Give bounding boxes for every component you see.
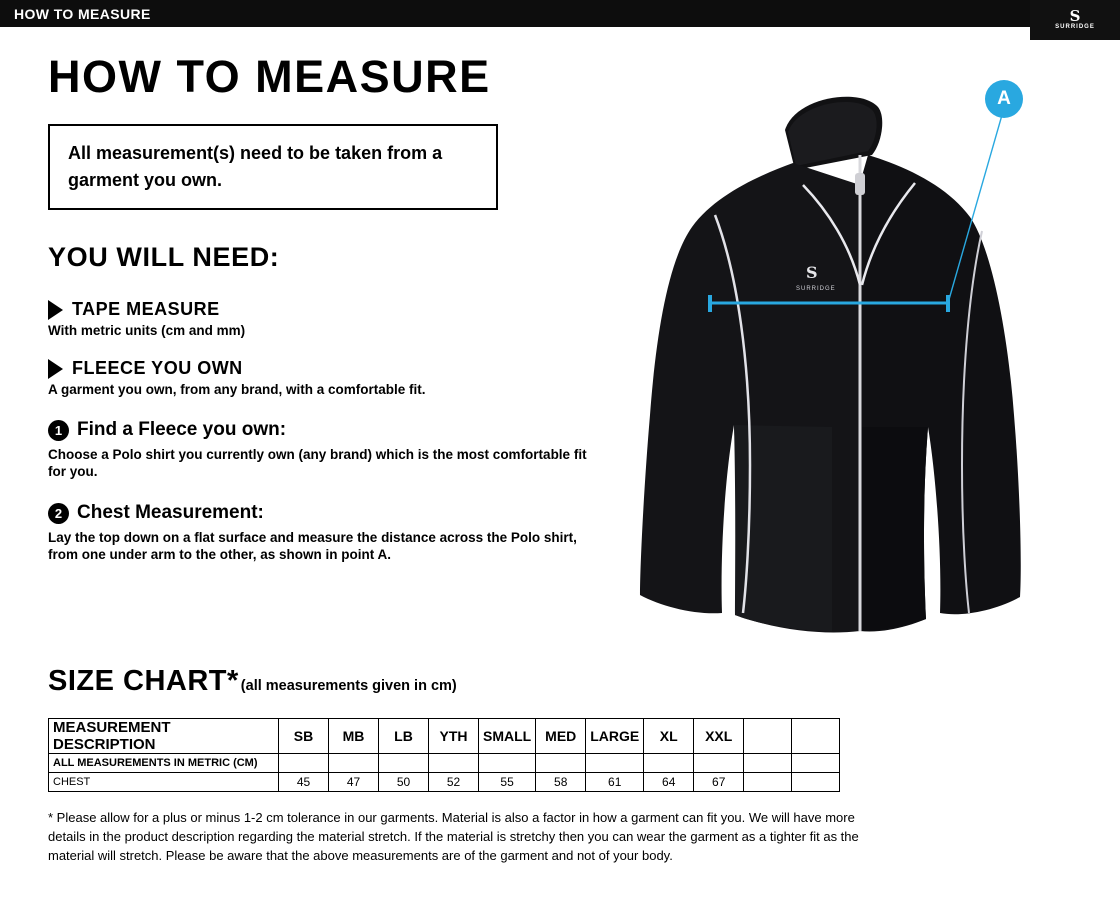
table-header-cell: SB: [279, 719, 329, 754]
table-cell: [279, 754, 329, 773]
size-chart-table: [48, 718, 840, 792]
table-cell: [479, 754, 536, 773]
table-row-label: CHEST: [49, 773, 279, 792]
need-sub: A garment you own, from any brand, with a comfortable fit.: [48, 382, 426, 397]
table-cell: 64: [644, 773, 694, 792]
size-chart-title: SIZE CHART*: [48, 665, 239, 697]
triangle-bullet-icon: [48, 300, 63, 320]
table-header-row: [49, 719, 840, 754]
table-cell: 47: [329, 773, 379, 792]
table-header-cell: XL: [644, 719, 694, 754]
fleece-jacket-illustration: [610, 35, 1110, 665]
product-image: [610, 35, 1110, 665]
need-label: FLEECE YOU OWN: [72, 358, 243, 378]
need-label: TAPE MEASURE: [72, 299, 220, 319]
step-body: Choose a Polo shirt you currently own (any brand) which is the most comfortable fit for you.: [48, 447, 587, 479]
callout-box: [48, 124, 498, 210]
table-header-cell: [792, 719, 840, 754]
need-sub: With metric units (cm and mm): [48, 323, 246, 338]
callout-badge-a: A: [985, 80, 1023, 118]
table-cell: 50: [379, 773, 429, 792]
table-header-cell: SMALL: [479, 719, 536, 754]
table-cell: [586, 754, 644, 773]
brand-logo-mark: S: [1069, 6, 1081, 25]
table-cell: [644, 754, 694, 773]
svg-text:S: S: [806, 263, 818, 282]
step-number-badge: 2: [48, 503, 69, 524]
table-cell: [792, 754, 840, 773]
table-cell: 45: [279, 773, 329, 792]
step-body: Lay the top down on a flat surface and measure the distance across the Polo shirt, from one under arm to the other, as shown in point A.: [48, 530, 577, 562]
callout-text: All measurement(s) need to be taken from a garment you own.: [68, 143, 443, 190]
table-header-cell: MEASUREMENT DESCRIPTION: [49, 719, 279, 754]
table-header-cell: MED: [536, 719, 586, 754]
size-chart-subtitle: (all measurements given in cm): [240, 678, 457, 694]
table-cell: 67: [694, 773, 744, 792]
triangle-bullet-icon: [48, 359, 63, 379]
need-item-fleece: [48, 358, 608, 397]
table-header-cell: MB: [329, 719, 379, 754]
table-row-label: ALL MEASUREMENTS IN METRIC (CM): [49, 754, 279, 773]
table-header-cell: XXL: [694, 719, 744, 754]
page-title: HOW TO MEASURE: [48, 51, 491, 102]
table-row: [49, 773, 840, 792]
table-cell: [744, 773, 792, 792]
step-2: [48, 502, 608, 563]
instructions-column: [48, 52, 608, 563]
table-cell: [329, 754, 379, 773]
table-header-cell: LB: [379, 719, 429, 754]
table-cell: 61: [586, 773, 644, 792]
table-cell: 55: [479, 773, 536, 792]
top-bar: [0, 0, 1120, 30]
brand-logo: [1030, 0, 1120, 40]
size-chart-heading: [48, 665, 457, 698]
table-cell: [694, 754, 744, 773]
top-bar-title: HOW TO MEASURE: [14, 6, 151, 22]
table-cell: 58: [536, 773, 586, 792]
table-cell: [536, 754, 586, 773]
table-cell: [379, 754, 429, 773]
table-cell: 52: [429, 773, 479, 792]
step-title: Find a Fleece you own:: [77, 419, 287, 440]
table-cell: [792, 773, 840, 792]
footnote-text: * Please allow for a plus or minus 1-2 cm tolerance in our garments. Material is also a factor in how a garment can fit you. We will have more details in the product description regarding the material stretch. If the material is stretchy then you can wear the garment as a tighter fit as the material will stretch. Please be aware that the above measurements are of the garment and not of your body.: [48, 810, 859, 863]
step-title: Chest Measurement:: [77, 502, 264, 523]
table-header-cell: LARGE: [586, 719, 644, 754]
step-number-badge: 1: [48, 420, 69, 441]
step-1: [48, 419, 608, 480]
table-cell: [744, 754, 792, 773]
table-header-cell: YTH: [429, 719, 479, 754]
table-header-cell: [744, 719, 792, 754]
table-cell: [429, 754, 479, 773]
table-row: [49, 754, 840, 773]
need-item-tape-measure: [48, 299, 608, 338]
svg-text:SURRIDGE: SURRIDGE: [796, 286, 836, 292]
you-will-need-title: YOU WILL NEED:: [48, 242, 280, 272]
brand-logo-word: SURRIDGE: [1055, 23, 1095, 30]
